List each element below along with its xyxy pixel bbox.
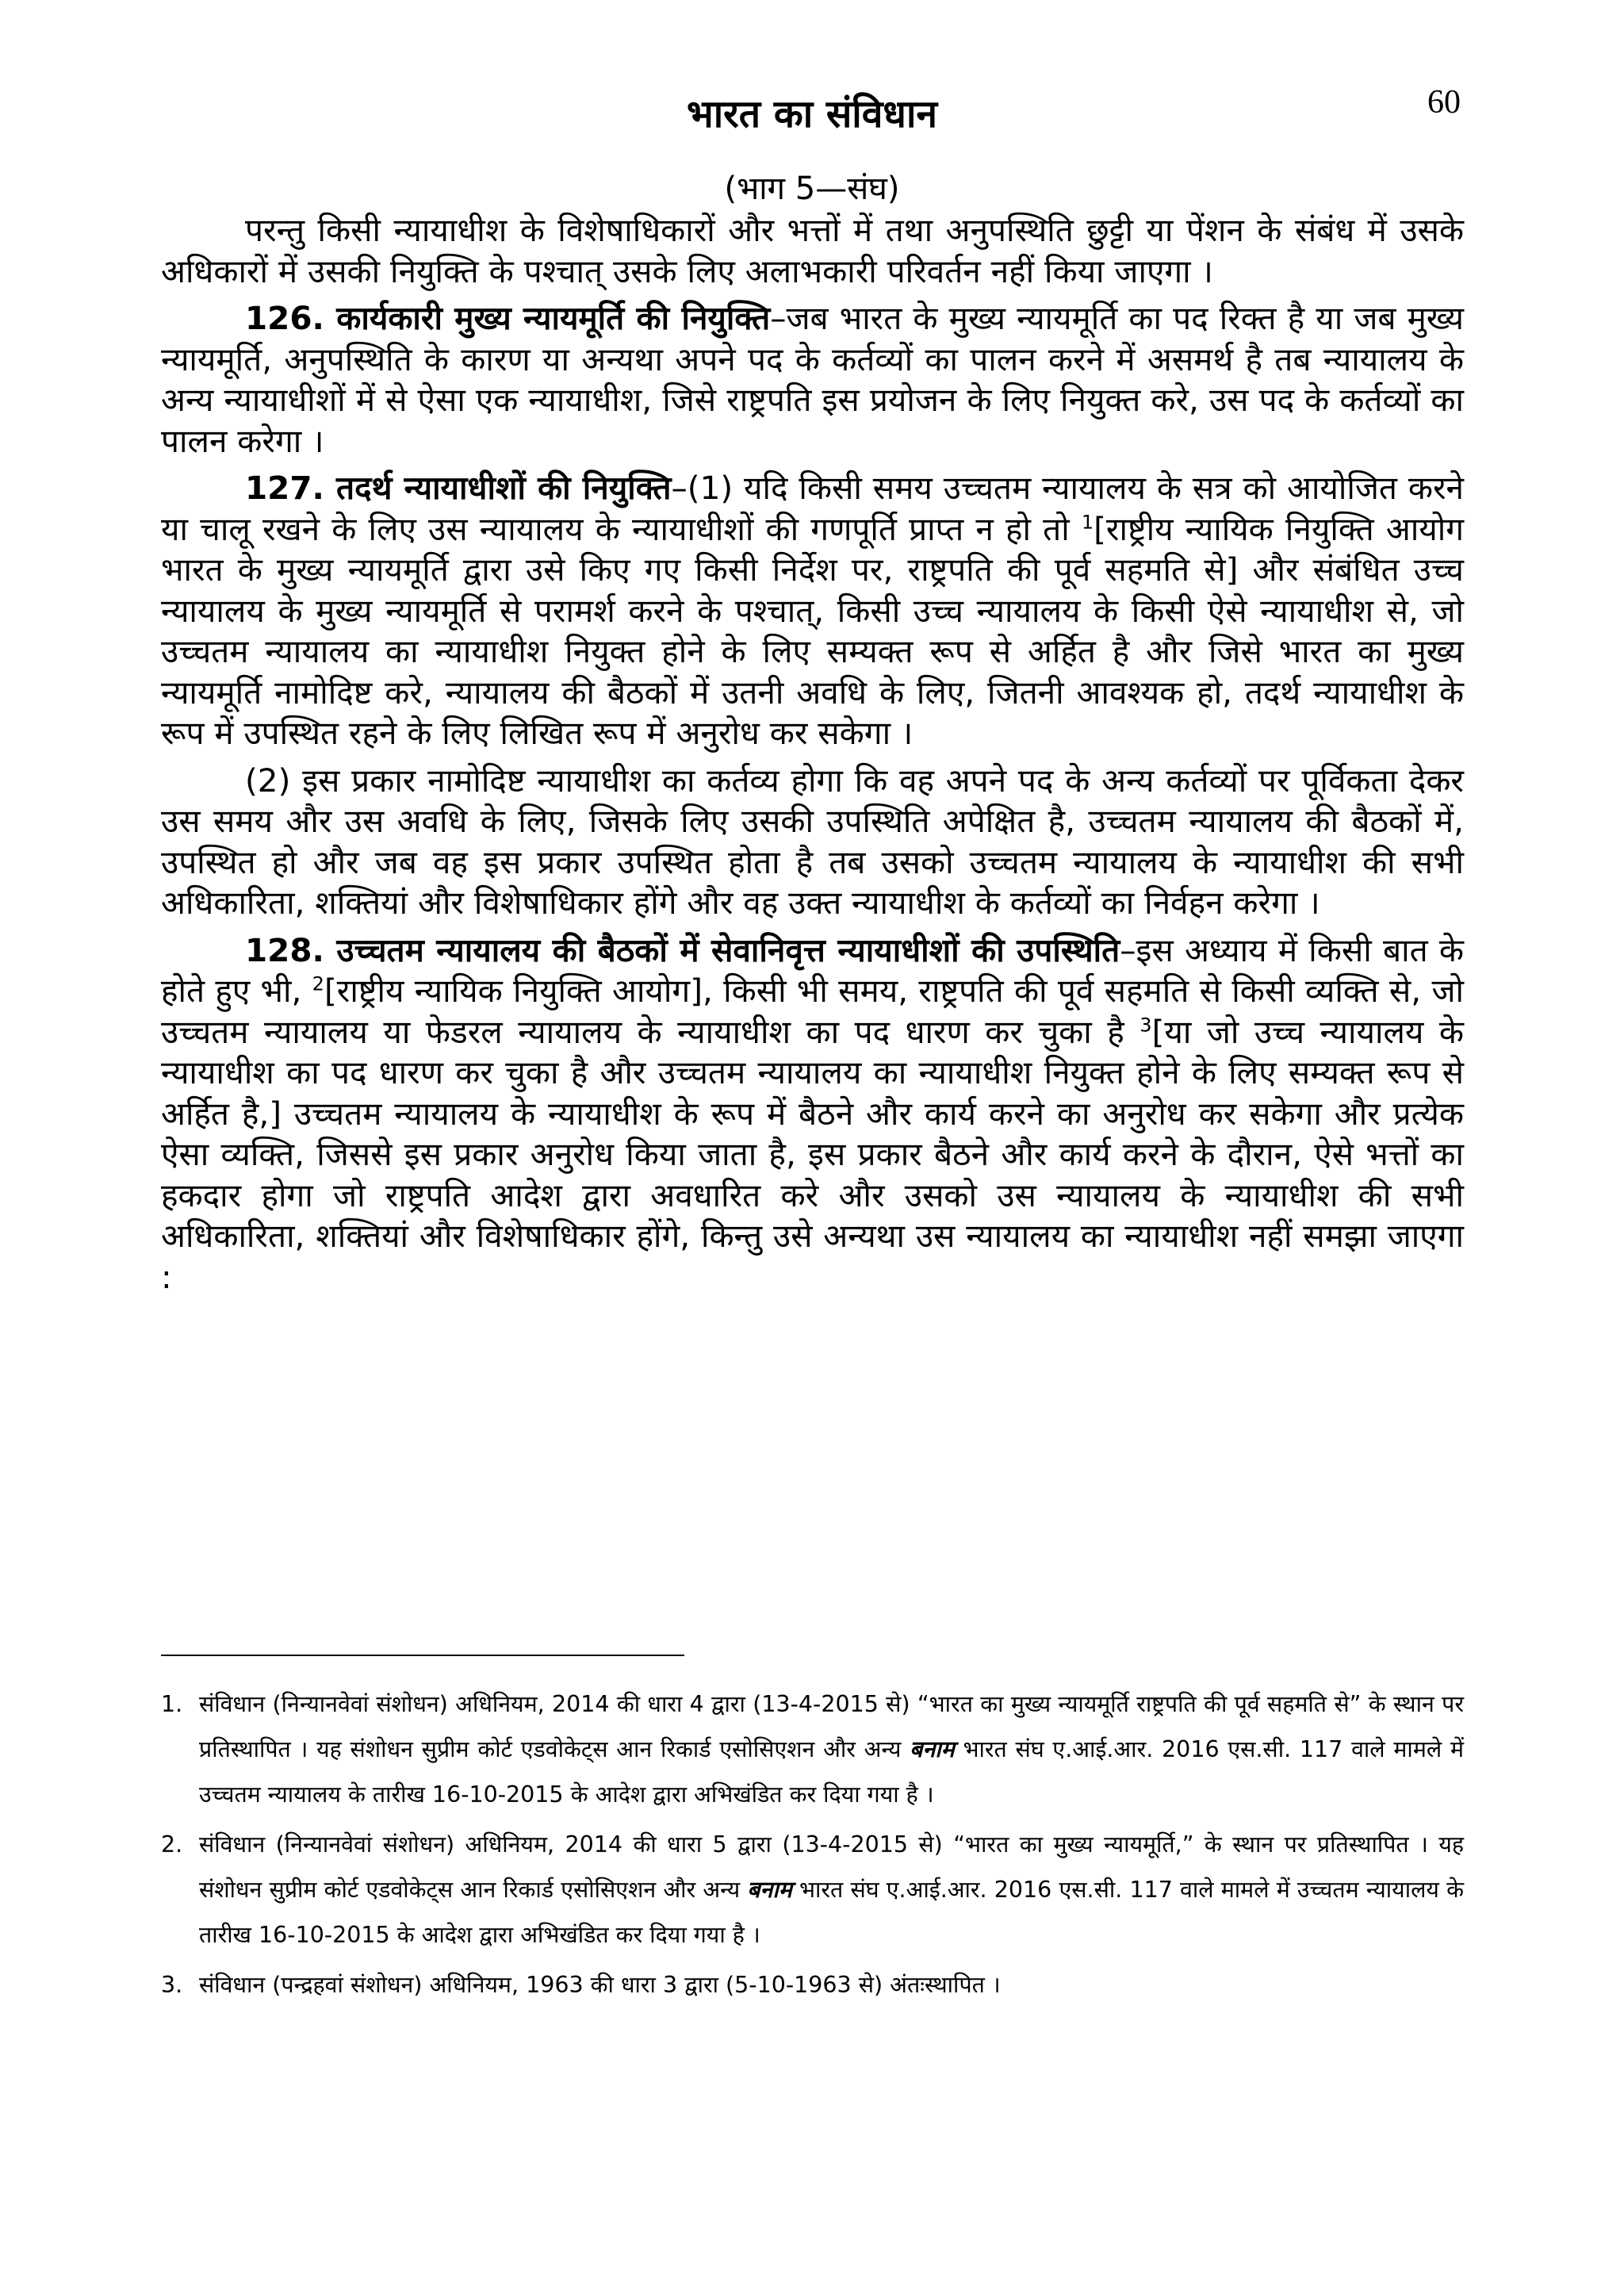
article-128-heading: 128. उच्चतम न्यायालय की बैठकों में सेवानिवृत्त न्यायाधीशों की उपस्थिति [245,930,1120,969]
article-128: 128. उच्चतम न्यायालय की बैठकों में सेवानिवृत्त न्यायाधीशों की उपस्थिति–इस अध्याय में किसी बात के होते हुए भी, $^2$[राष्ट्रीय न्यायिक नियुक्ति आयोग], किसी भी समय, राष्ट्रपति की पूर्व सहमति से किसी व्यक्ति से, जो उच्चतम न्यायालय या फेडरल न्यायालय के न्यायाधीश का पद धारण कर चुका है $^3$[या जो उच्च न्यायालय के न्यायाधीश का पद धारण कर चुका है और उच्चतम न्यायालय का न्यायाधीश नियुक्त होने के लिए सम्यक्त रूप से अर्हित है,] उच्चतम न्यायालय के न्यायाधीश के रूप में बैठने और कार्य करने का अनुरोध कर सकेगा और प्रत्येक ऐसा व्यक्ति, जिससे इस प्रकार अनुरोध किया जाता है, इस प्रकार बैठने और कार्य करने के दौरान, ऐसे भत्तों का हकदार होगा जो राष्ट्रपति आदेश द्वारा अवधारित करे और उसको उस न्यायालय के न्यायाधीश की सभी अधिकारिता, शक्तियां और विशेषाधिकार होंगे, किन्तु उसे अन्यथा उस न्यायालय का न्यायाधीश नहीं समझा जाएगा : [161,930,1465,1296]
article-127-clause-2: (2) इस प्रकार नामोदिष्ट न्यायाधीश का कर्तव्य होगा कि वह अपने पद के अन्य कर्तव्यों पर पूर्विकता देकर उस समय और उस अवधि के लिए, जिसके लिए उसकी उपस्थिति अपेक्षित है, उच्चतम न्यायालय की बैठकों में, उपस्थित हो और जब वह इस प्रकार उपस्थित होता है तब उसको उच्चतम न्यायालय के न्यायाधीश की सभी अधिकारिता, शक्तियां और विशेषाधिकार होंगे और वह उक्त न्यायाधीश के कर्तव्यों का निर्वहन करेगा । [161,761,1464,922]
article-126-heading: 126. कार्यकारी मुख्य न्यायमूर्ति की नियुक्ति [245,299,771,337]
footnote-ref-3[interactable]: 3 [1139,1014,1152,1036]
footnotes [161,1682,1464,2012]
footnote-ref-1[interactable]: 1 [1081,511,1094,533]
page-number: 60 [1427,84,1461,121]
proviso-paragraph: परन्तु किसी न्यायाधीश के विशेषाधिकारों और भत्तों में तथा अनुपस्थिति छुट्टी या पेंशन के संबंध में उसके अधिकारों में उसकी नियुक्ति के पश्चात् उसके लिए अलाभकारी परिवर्तन नहीं किया जाएगा । [161,211,1464,290]
page-title: भारत का संविधान [686,92,938,136]
article-126-text: –जब भारत के मुख्य न्यायमूर्ति का पद रिक्त है या जब मुख्य न्यायमूर्ति, अनुपस्थिति के कारण या अन्यथा अपने पद के कर्तव्यों का पालन करने में असमर्थ है तब न्यायालय के अन्य न्यायाधीशों में से ऐसा एक न्यायाधीश, जिसे राष्ट्रपति इस प्रयोजन के लिए नियुक्त करे, उस पद के कर्तव्यों का पालन करेगा । [161,299,1464,460]
footnote-ref-2[interactable]: 2 [312,972,324,995]
body-text [161,210,1464,1304]
article-127-heading: 127. तदर्थ न्यायाधीशों की नियुक्ति [245,469,672,507]
footnote-2: 2. संविधान (निन्यानवेवां संशोधन) अधिनियम, 2014 की धारा 5 द्वारा (13-4-2015 से) “भारत का मुख्य न्यायमूर्ति,” के स्थान पर प्रतिस्थापित । यह संशोधन सुप्रीम कोर्ट एडवोकेट्स आन रिकार्ड एसोसिएशन और अन्य बनाम भारत संघ ए.आई.आर. 2016 एस.सी. 117 वाले मामले में उच्चतम न्यायालय के तारीख 16-10-2015 के आदेश द्वारा अभिखंडित कर दिया गया है । [161,1831,1464,1948]
page-subtitle: (भाग 5—संघ) [724,171,900,207]
footnote-divider [161,1655,684,1656]
footnote-1: 1. संविधान (निन्यानवेवां संशोधन) अधिनियम, 2014 की धारा 4 द्वारा (13-4-2015 से) “भारत का मुख्य न्यायमूर्ति राष्ट्रपति की पूर्व सहमति से” के स्थान पर प्रतिस्थापित । यह संशोधन सुप्रीम कोर्ट एडवोकेट्स आन रिकार्ड एसोसिएशन और अन्य बनाम भारत संघ ए.आई.आर. 2016 एस.सी. 117 वाले मामले में उच्चतम न्यायालय के तारीख 16-10-2015 के आदेश द्वारा अभिखंडित कर दिया गया है । [161,1691,1464,1808]
footnote-3: 3. संविधान (पन्द्रहवां संशोधन) अधिनियम, 1963 की धारा 3 द्वारा (5-10-1963 से) अंतःस्थापित । [161,1972,1001,1998]
article-127-clause-1: 127. तदर्थ न्यायाधीशों की नियुक्ति–(1) यदि किसी समय उच्चतम न्यायालय के सत्र को आयोजित करने या चालू रखने के लिए उस न्यायालय के न्यायाधीशों की गणपूर्ति प्राप्त न हो तो $^1$[राष्ट्रीय न्यायिक नियुक्ति आयोग भारत के मुख्य न्यायमूर्ति द्वारा उसे किए गए किसी निर्देश पर, राष्ट्रपति की पूर्व सहमति से] और संबंधित उच्च न्यायालय के मुख्य न्यायमूर्ति से परामर्श करने के पश्चात्, किसी उच्च न्यायालय के किसी ऐसे न्यायाधीश से, जो उच्चतम न्यायालय का न्यायाधीश नियुक्त होने के लिए सम्यक्त रूप से अर्हित है और जिसे भारत का मुख्य न्यायमूर्ति नामोदिष्ट करे, न्यायालय की बैठकों में उतनी अवधि के लिए, जितनी आवश्यक हो, तदर्थ न्यायाधीश के रूप में उपस्थित रहने के लिए लिखित रूप में अनुरोध कर सकेगा । [161,469,1464,752]
article-126 [161,298,1464,462]
